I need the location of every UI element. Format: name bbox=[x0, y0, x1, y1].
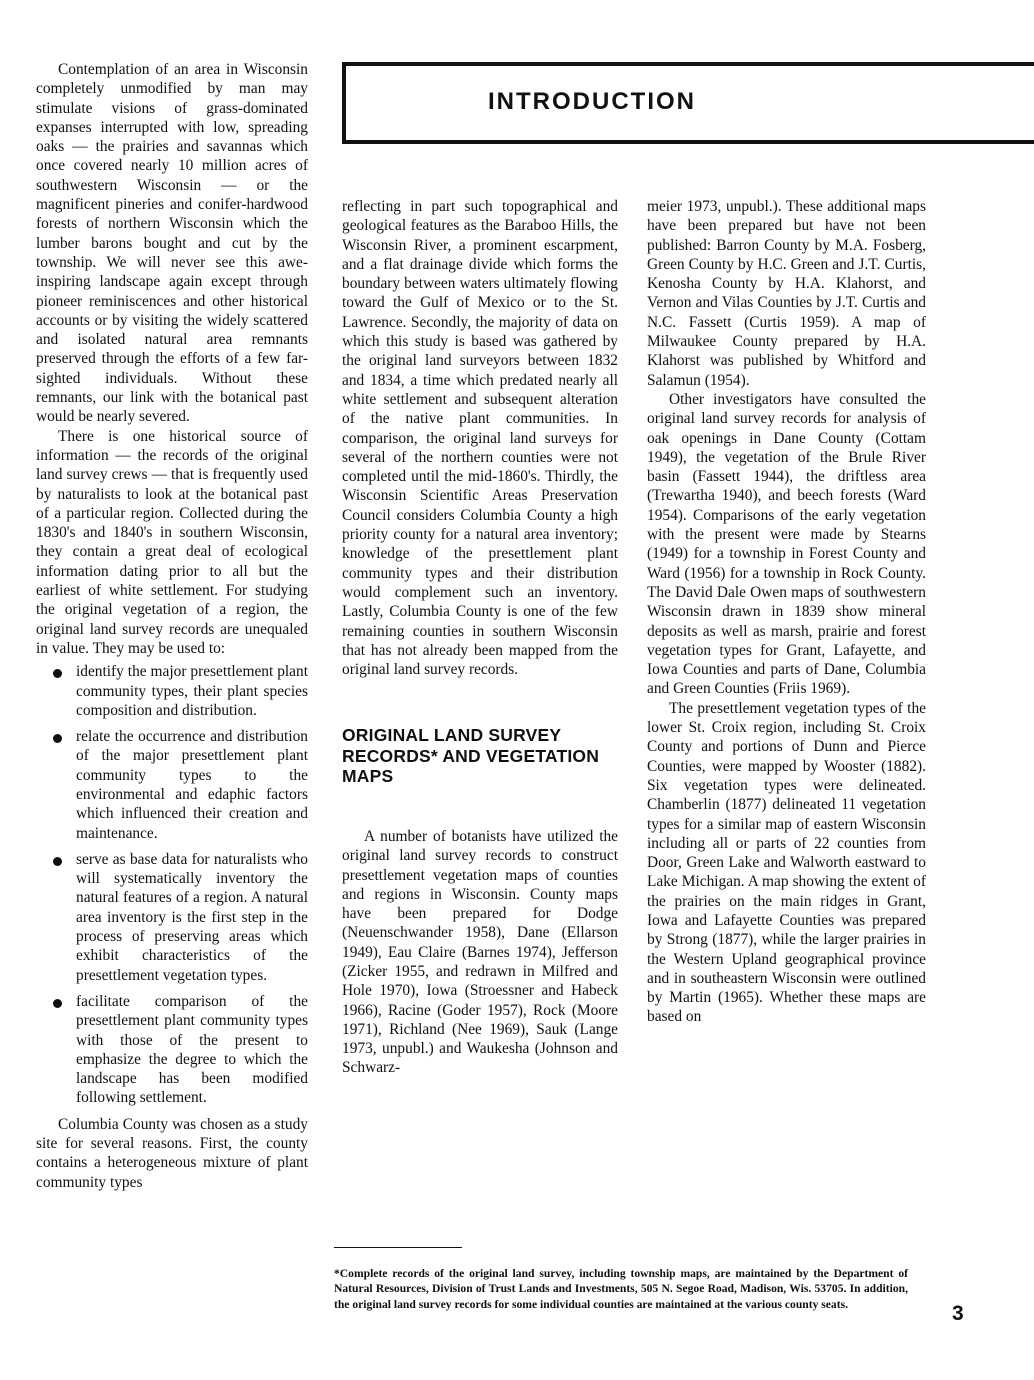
bullet-icon bbox=[53, 669, 62, 678]
paragraph: Contemplation of an area in Wisconsin completely unmodified by man may stimulate visions of grass-dominated expanses interrupted with low, spreading oaks — the prairies and savannas which once covered nearly 10 million acres of southwestern Wisconsin — or the magnificent pineries and conifer-hardwood forests of northern Wisconsin which the lumber barons bought and cut by the township. We will never see this awe-inspiring landscape again except through pioneer reminiscences and other historical accounts or by visiting the widely scattered and isolated natural area remnants preserved through the efforts of a few far-sighted individuals. Without these remnants, our link with the botanical past would be nearly severed. bbox=[36, 61, 308, 426]
section-title: INTRODUCTION bbox=[488, 88, 696, 115]
bullet-icon bbox=[53, 999, 62, 1008]
text-column-1 bbox=[36, 60, 308, 1192]
bullet-icon bbox=[53, 734, 62, 743]
section-heading: ORIGINAL LAND SURVEY RECORDS* AND VEGETATION MAPS bbox=[342, 725, 600, 787]
list-item: identify the major presettlement plant community types, their plant species composition and distribution. bbox=[36, 662, 308, 720]
text-column-3 bbox=[647, 197, 926, 1027]
text-column-2 bbox=[342, 197, 618, 1078]
list-item: relate the occurrence and distribution of the major presettlement plant community types to the environmental and edaphic factors which influenced their creation and maintenance. bbox=[36, 727, 308, 843]
paragraph: There is one historical source of information — the records of the original land survey crews — that is frequently used by naturalists to look at the botanical past of a particular region. Collected during the 1830's and 1840's in southern Wisconsin, they contain a great deal of ecological information dating prior to all but the earliest of white settlement. For studying the original vegetation of a region, the original land survey records are unequaled in value. They may be used to: bbox=[36, 427, 308, 657]
bullet-icon bbox=[53, 857, 62, 866]
paragraph: Other investigators have consulted the original land survey records for analysis of oak openings in Dane County (Cottam 1949), the vegetation of the Brule River basin (Fassett 1944), the driftless area (Trewartha 1940), and beech forests (Ward 1954). Comparisons of the early vegetation with the present were made by Stearns (1949) for a township in Forest County and Ward (1956) for a township in Rock County. The David Dale Owen maps of southwestern Wisconsin drawn in 1839 show mineral deposits as well as marsh, prairie and forest vegetation types for Grant, Lafayette, and Iowa Counties and parts of Dane, Columbia and Green Counties (Friis 1969). bbox=[647, 390, 926, 698]
footnote-divider bbox=[334, 1247, 462, 1248]
paragraph: Columbia County was chosen as a study site for several reasons. First, the county contains a heterogeneous mixture of plant community types bbox=[36, 1115, 308, 1191]
list-item: facilitate comparison of the presettlement plant community types with those of the present to emphasize the degree to which the landscape has been modified following settlement. bbox=[36, 992, 308, 1108]
list-item: serve as base data for naturalists who will systematically inventory the natural features of a region. A natural area inventory is the first step in the process of preserving areas which exhibit characteristics of the presettlement vegetation types. bbox=[36, 850, 308, 985]
footnote: *Complete records of the original land survey, including township maps, are maintained by the Department of Natural Resources, Division of Trust Lands and Investments, 505 N. Segoe Road, Madison, Wis. 53705. In addition, the original land survey records for some individual counties are maintained at the various county seats. bbox=[334, 1267, 908, 1311]
paragraph: reflecting in part such topographical and geological features as the Baraboo Hills, the Wisconsin River, a prominent escarpment, and a flat drainage divide which forms the boundary between waters ultimately flowing toward the Gulf of Mexico or to the St. Lawrence. Secondly, the majority of data on which this study is based was gathered by the original land surveyors between 1832 and 1834, a time which predated nearly all white settlement and subsequent alteration of the native plant communities. In comparison, the original land surveys for several of the northern counties were not completed until the mid-1860's. Thirdly, the Wisconsin Scientific Areas Preservation Council considers Columbia County a high priority county for a natural area inventory; knowledge of the presettlement plant community types and their distribution would complement such an inventory. Lastly, Columbia County is one of the few remaining counties in southern Wisconsin that has not already been mapped from the original land survey records. bbox=[342, 198, 618, 679]
paragraph: A number of botanists have utilized the original land survey records to construct presettlement vegetation maps of counties and regions in Wisconsin. County maps have been prepared for Dodge (Neuenschwander 1958), Dane (Ellarson 1949), Eau Claire (Barnes 1974), Jefferson (Zicker 1955, and redrawn in Milfred and Hole 1970), Iowa (Stroessner and Habeck 1966), Racine (Goder 1957), Rock (Moore 1971), Richland (Nee 1969), Sauk (Lange 1973, unpubl.) and Waukesha (Johnson and Schwarz- bbox=[342, 827, 618, 1077]
introduction-header-box bbox=[342, 62, 1034, 144]
paragraph: meier 1973, unpubl.). These additional maps have been prepared but have not been published: Barron County by M.A. Fosberg, Green County by H.C. Green and J.T. Curtis, Kenosha County by H.A. Klahorst, and Vernon and Vilas Counties by J.T. Curtis and N.C. Fassett (Curtis 1959). A map of Milwaukee County prepared by H.A. Klahorst was published by Whitford and Salamun (1954). bbox=[647, 198, 926, 389]
paragraph: The presettlement vegetation types of the lower St. Croix region, including St. Croix County and portions of Dunn and Pierce Counties, were mapped by Wooster (1882). Six vegetation types were delineated. Chamberlin (1877) delineated 11 vegetation types for a similar map of eastern Wisconsin including all or parts of 22 counties from Door, Green Lake and Walworth eastward to Lake Michigan. A map showing the extent of the prairies on the main ridges in Grant, Iowa and Lafayette Counties was prepared by Strong (1877), while the larger prairies in the Western Upland geographical province and in southeastern Wisconsin were outlined by Martin (1965). Whether these maps are based on bbox=[647, 699, 926, 1026]
page-number: 3 bbox=[952, 1302, 964, 1325]
bullet-list bbox=[36, 662, 308, 1108]
